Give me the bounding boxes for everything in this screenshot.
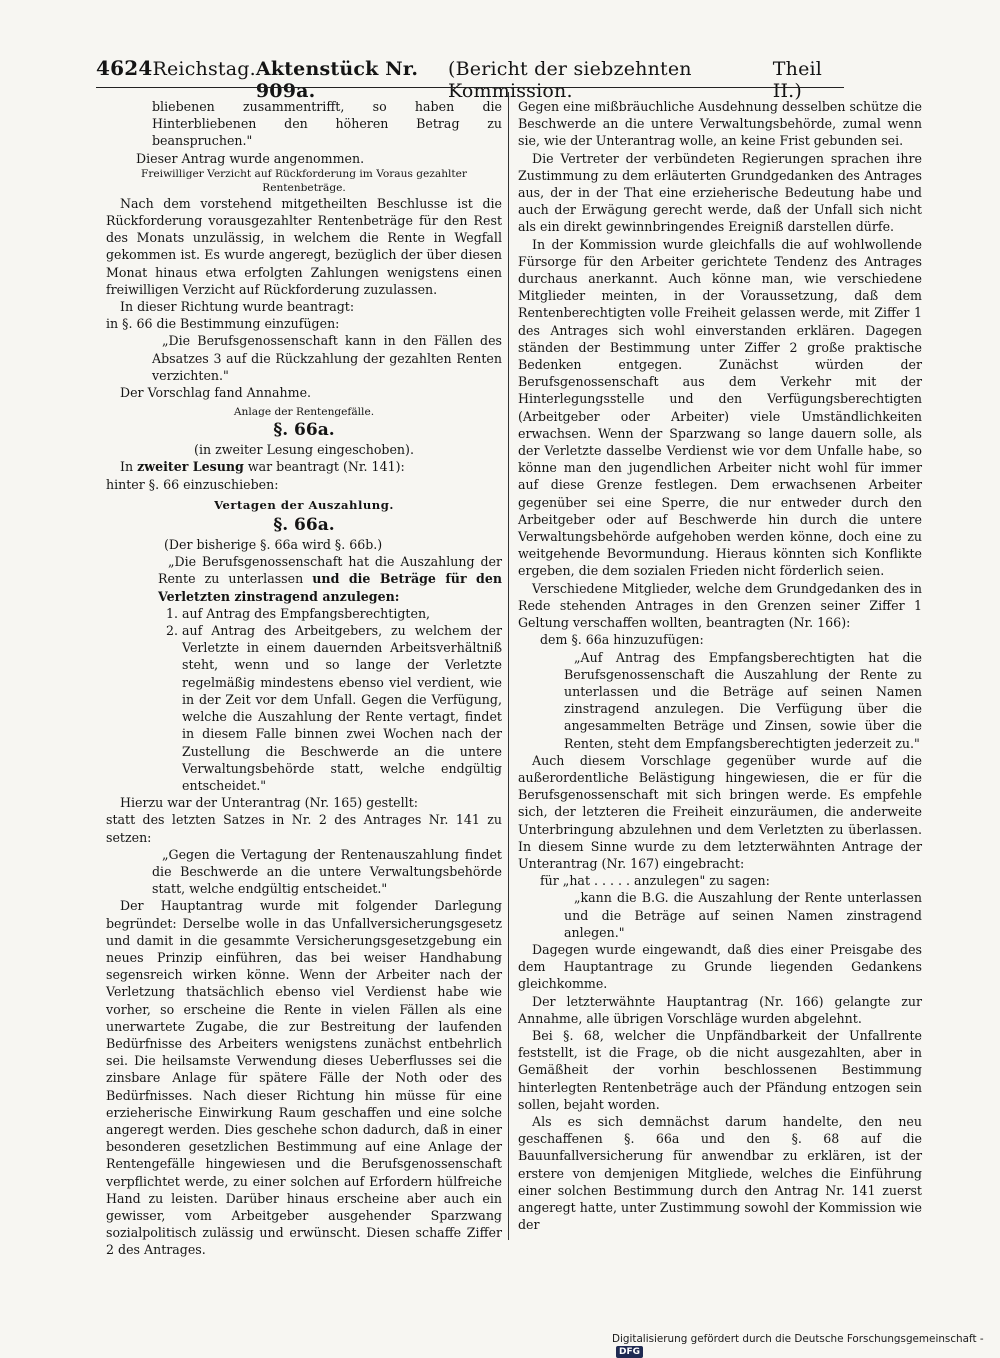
paragraph: Der Vorschlag fand Annahme. bbox=[120, 385, 312, 401]
quoted-provision: „Auf Antrag des Empfangsberechtigten hat die Berufsgenossenschaft die Auszahlung der Rente zu unterlassen und die Beträge auf seinen Namen zinstragend anzulegen. Die Verfügung über die angesammelten Beträge und Zinsen, sowie über die Renten, steht dem Empfangsberechtigten jederzeit zu." bbox=[564, 649, 922, 751]
page-number: 4624 bbox=[96, 56, 153, 80]
paragraph: hinter §. 66 einzuschieben: bbox=[106, 476, 279, 492]
paragraph-number: §. 66a. bbox=[273, 515, 335, 536]
paragraph: Hierzu war der Unterantrag (Nr. 165) gestellt: bbox=[120, 795, 418, 811]
paragraph: Verschiedene Mitglieder, welche dem Grundgedanken des in Rede stehenden Antrages in den Grenzen seiner Ziffer 1 Geltung verschaffen wollten, beantragten (Nr. 166): bbox=[518, 580, 922, 631]
paragraph-number: §. 66a. bbox=[273, 420, 335, 441]
running-header bbox=[96, 56, 844, 102]
right-column bbox=[518, 98, 922, 1238]
paragraph: Bei §. 68, welcher die Unpfändbarkeit der Unfallrente feststellt, ist die Frage, ob die nicht ausgezahlten, aber in Gemäßheit der vorhin beschlossenen Bestimmung hinterlegten Rentenbeträge auch der Pfändung entzogen sein sollen, bejaht worden. bbox=[518, 1027, 922, 1112]
provision-list bbox=[164, 605, 502, 794]
left-column bbox=[106, 98, 503, 1258]
paragraph: Dieser Antrag wurde angenommen. bbox=[136, 150, 365, 166]
header-source: Reichstag. bbox=[152, 58, 256, 80]
list-item: 2. auf Antrag des Arbeitgebers, zu welchem der Verletzte in einem dauernden Arbeitsverhältniß steht, wenn und so lange der Verletzte regelmäßig mindestens ebenso viel verdient, wie in der Zeit vor dem Unfall. Gegen die Verfügung, welche die Auszahlung der Rente vertagt, findet in diesem Falle binnen zwei Wochen nach der Zustellung die Beschwerde an die untere Verwaltungsbehörde statt, welche endgültig entscheidet." bbox=[182, 622, 502, 794]
paragraph: Der letzterwähnte Hauptantrag (Nr. 166) gelangte zur Annahme, alle übrigen Vorschläge wurden abgelehnt. bbox=[518, 993, 922, 1026]
quoted-provision: „Gegen die Vertagung der Rentenauszahlung findet die Beschwerde an die untere Verwaltungsbehörde statt, welche endgültig entscheidet." bbox=[152, 846, 502, 897]
paragraph: statt des letzten Satzes in Nr. 2 des Antrages Nr. 141 zu setzen: bbox=[106, 812, 502, 845]
paragraph: Auch diesem Vorschlage gegenüber wurde auf die außerordentliche Belästigung hingewiesen, die er für die Berufsgenossenschaft mit sich bringen werde. Es empfehle sich, der letzteren die Freiheit einzuräumen, die anderweite Unterbringung abzulehnen und dem Verletzten zu überlassen. In diesem Sinne wurde zu dem letzterwähnten Antrage der Unterantrag (Nr. 167) eingebracht: bbox=[518, 752, 922, 871]
paragraph: für „hat . . . . . anzulegen" zu sagen: bbox=[540, 873, 770, 889]
emphasis: und die Beträge für den Verletzten zinstragend anzulegen: bbox=[158, 571, 503, 604]
section-heading: Vertagen der Auszahlung. bbox=[214, 497, 394, 512]
dfg-logo: DFG bbox=[616, 1346, 643, 1358]
header-part: Theil II.) bbox=[772, 58, 823, 102]
list-item: 1. auf Antrag des Empfangsberechtigten, bbox=[182, 605, 502, 622]
section-subheading: (in zweiter Lesung eingeschoben). bbox=[194, 442, 414, 458]
paragraph: dem §. 66a hinzuzufügen: bbox=[540, 632, 704, 648]
quoted-provision: „Die Berufsgenossenschaft kann in den Fällen des Absatzes 3 auf die Rückzahlung der gezahlten Renten verzichten." bbox=[152, 333, 502, 383]
quoted-provision: „Die Berufsgenossenschaft hat die Auszahlung der Rente zu unterlassen und die Beträge für den Verletzten zinstragend anzulegen: bbox=[158, 554, 503, 604]
quoted-provision: „kann die B.G. die Auszahlung der Rente unterlassen und die Beträge auf seinen Namen zinstragend anlegen." bbox=[564, 890, 922, 940]
paragraph: bliebenen zusammentrifft, so haben die Hinterbliebenen den höheren Betrag zu beanspruchen." bbox=[152, 99, 502, 149]
paragraph: In zweiter Lesung war beantragt (Nr. 141): bbox=[120, 459, 405, 475]
paragraph: Nach dem vorstehend mitgetheilten Beschlusse ist die Rückforderung vorausgezahlter Rentenbeträge für den Rest des Monats unzulässig, in welchem die Rente in Wegfall gekommen ist. Es wurde angeregt, bezüglich der über diesen Monat hinaus etwa erfolgten Zahlungen wenigstens einen freiwilligen Verzicht auf Rückforderung zuzulassen. bbox=[106, 195, 502, 297]
column-divider bbox=[508, 92, 509, 1240]
header-report: (Bericht der siebzehnten Kommission. bbox=[447, 58, 692, 102]
paragraph: (Der bisherige §. 66a wird §. 66b.) bbox=[164, 537, 383, 553]
header-rule bbox=[96, 87, 844, 88]
header-act-number: Aktenstück Nr. 909a. bbox=[255, 58, 419, 102]
emphasis: zweiter Lesung bbox=[137, 459, 244, 475]
digitization-credit bbox=[612, 1333, 1000, 1358]
credit-text: Digitalisierung gefördert durch die Deutsche Forschungsgemeinschaft - bbox=[612, 1333, 984, 1345]
paragraph: Die Vertreter der verbündeten Regierungen sprachen ihre Zustimmung zu dem erläuterten Grundgedanken des Antrages aus, der in der That eine erzieherische Bedeutung habe und auch der Erwägung gerecht werde, daß der Unfall sich nicht als ein direkt gewinnbringendes Ereigniß darstellen dürfe. bbox=[518, 150, 922, 235]
paragraph: In dieser Richtung wurde beantragt: bbox=[120, 299, 355, 315]
paragraph: Dagegen wurde eingewandt, daß dies einer Preisgabe des dem Hauptantrage zu Grunde liegenden Gedankens gleichkomme. bbox=[518, 941, 922, 992]
section-heading: Anlage der Rentengefälle. bbox=[233, 406, 375, 419]
paragraph: Gegen eine mißbräuchliche Ausdehnung desselben schütze die Beschwerde an die untere Verwaltungsbehörde, zumal wenn sie, wie der Unterantrag wolle, an keine Frist gebunden sei. bbox=[518, 99, 922, 149]
paragraph: Der Hauptantrag wurde mit folgender Darlegung begründet: Derselbe wolle in das Unfallversicherungsgesetz und damit in die gesammte Versicherungsgesetzgebung ein neues Prinzip einführen, das bei weiser Handhabung segensreich wirken könne. Wenn der Arbeiter nach der Verletzung thatsächlich ebenso viel Verdienst habe wie vorher, so erscheine die Rente in vielen Fällen als eine unerwartete Zugabe, die zur Bestreitung der laufenden Bedürfnisse des Arbeiters wenigstens zunächst entbehrlich sei. Die heilsamste Verwendung dieses Ueberflusses sei die zinsbare Anlage für spätere Fälle der Noth oder des Bedürfnisses. Nach dieser Richtung hin müsse für eine erzieherische Einwirkung Raum geschaffen und eine solche angeregt werden. Dies geschehe schon dadurch, daß in einer besonderen gesetzlichen Bestimmung auf eine Anlage der Rentengefälle hingewiesen und die Berufsgenossenschaft verpflichtet werde, zu einer solchen auf Erfordern hülfreiche Hand zu leisten. Darüber hinaus erscheine aber auch ein gewisser, vom Arbeitgeber ausgehender Sparzwang sozialpolitisch zulässig und erwünscht. Diesen schaffe Ziffer 2 des Antrages. bbox=[106, 898, 502, 1258]
paragraph: Als es sich demnächst darum handelte, den neu geschaffenen §. 66a und den §. 68 auf die Bauunfallversicherung für anwendbar zu erklären, ist der erstere von demjenigen Mitgliede, welches die Einführung einer solchen Bestimmung durch den Antrag Nr. 141 zuerst angeregt hatte, unter Zustimmung sowohl der Kommission wie der bbox=[518, 1113, 922, 1233]
paragraph: in §. 66 die Bestimmung einzufügen: bbox=[106, 316, 340, 332]
paragraph: In der Kommission wurde gleichfalls die auf wohlwollende Fürsorge für den Arbeiter gerichtete Tendenz des Antrages durchaus anerkannt. Auch könne man, wie verschiedene Mitglieder meinten, in der Voraussetzung, daß dem Rentenberechtigten volle Freiheit gelassen werde, mit Ziffer 1 des Antrages sich wohl einverstanden erklären. Dagegen ständen der Bestimmung unter Ziffer 2 große praktische Bedenken entgegen. Zunächst würden der Berufsgenossenschaft aus dem Verkehr mit der Hinterlegungsstelle und den Verfügungsberechtigten (Arbeitgeber oder Arbeiter) viele Umständlichkeiten erwachsen. Wenn der Sparzwang so lange dauern solle, als der Verletzte dasselbe Verdienst wie vor dem Unfalle habe, so könne man den jugendlichen Arbeiter nicht wohl für immer auf diese Grenze festlegen. Dem erwachsenen Arbeiter gegenüber sei eine Sperre, die nur entweder durch den Arbeitgeber oder auf Beschwerde hin durch die untere Verwaltungsbehörde aufgehoben werden könne, doch eine zu weitgehende Bevormundung. Hieraus könnten sich Konflikte ergeben, die dem sozialen Frieden nicht förderlich seien. bbox=[518, 236, 922, 579]
section-heading: Freiwilliger Verzicht auf Rückforderung im Voraus gezahlter Rentenbeträge. bbox=[141, 167, 467, 194]
